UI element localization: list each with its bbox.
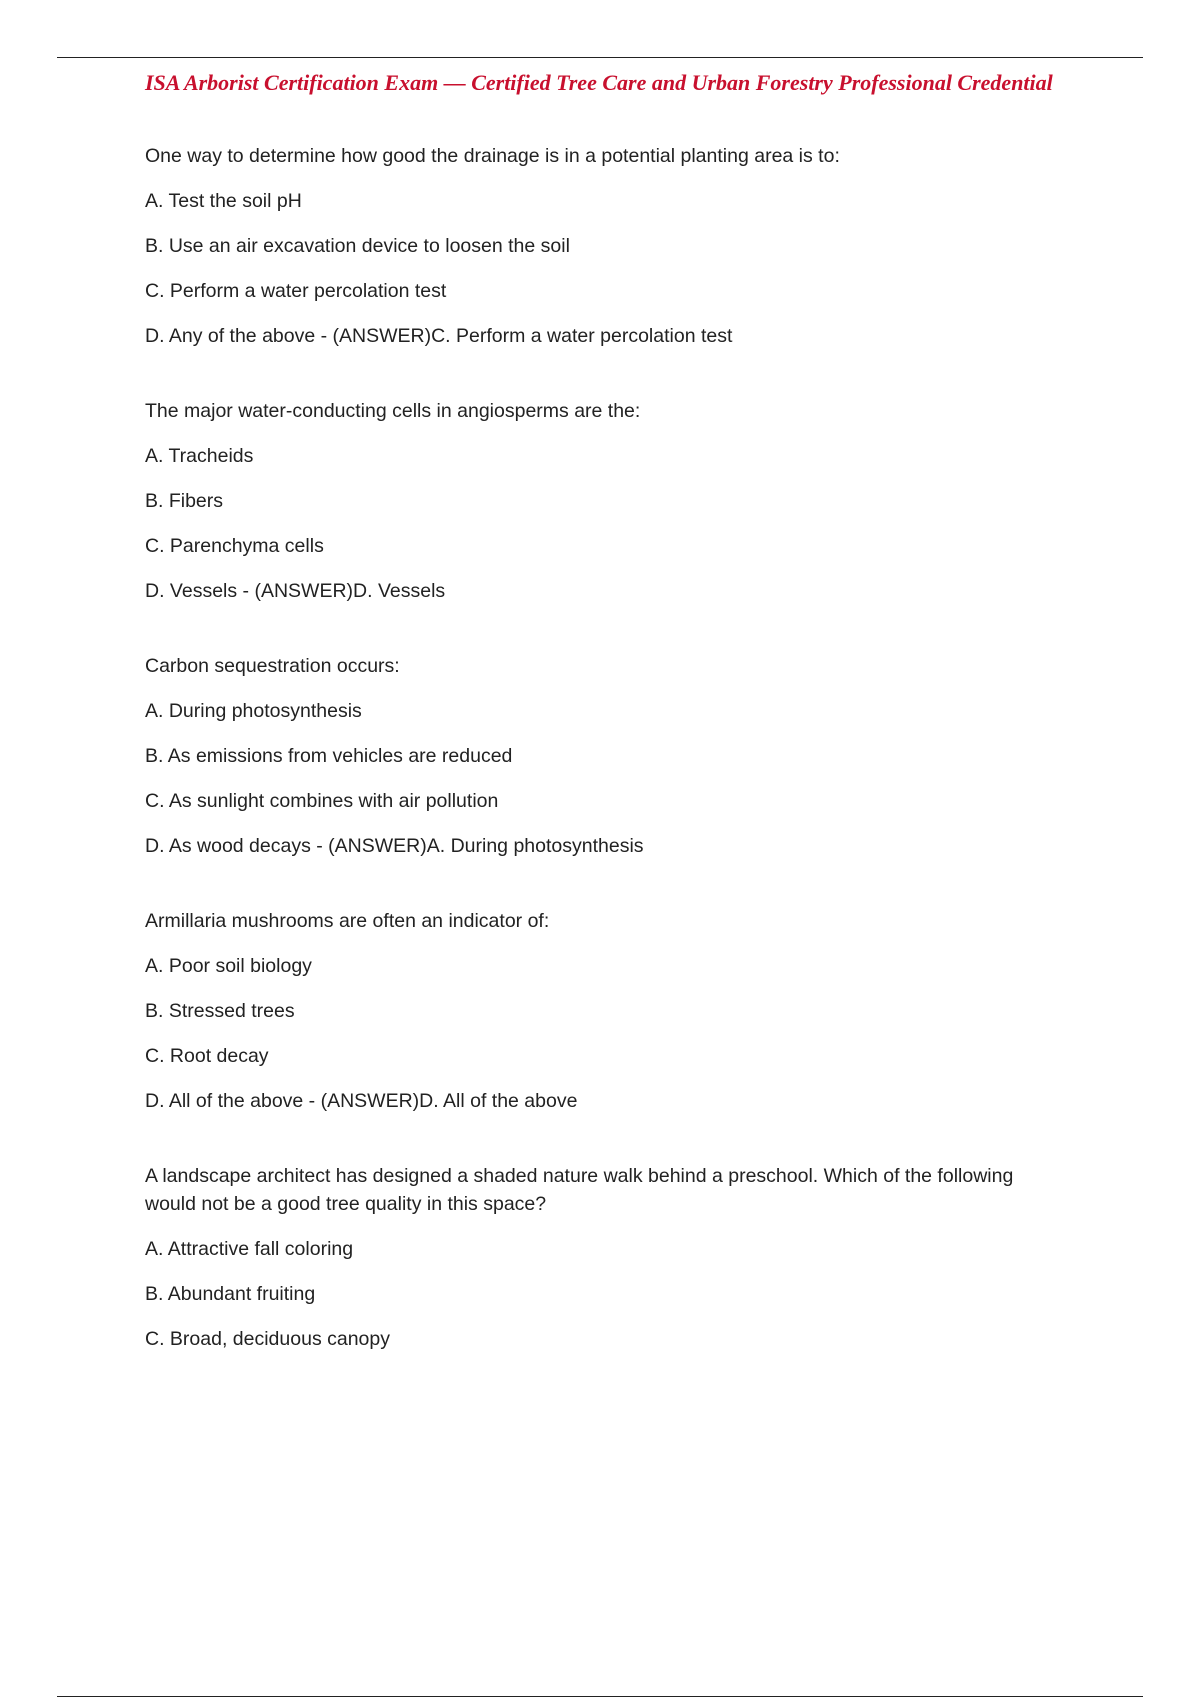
option-d-with-answer: D. Any of the above - (ANSWER)C. Perform a water percolation test — [145, 325, 733, 347]
option-c: C. Broad, deciduous canopy — [145, 1328, 390, 1350]
question-3 — [145, 652, 1065, 860]
options-list — [145, 187, 1065, 350]
page-title: ISA Arborist Certification Exam — Certified Tree Care and Urban Forestry Professional Credential — [145, 70, 1053, 95]
options-list — [145, 697, 1065, 860]
options-list — [145, 442, 1065, 605]
option-b: B. As emissions from vehicles are reduced — [145, 745, 513, 767]
option-a: A. During photosynthesis — [145, 700, 362, 722]
options-list — [145, 1235, 1065, 1353]
option-b: B. Abundant fruiting — [145, 1283, 316, 1305]
option-c: C. As sunlight combines with air pollution — [145, 790, 499, 812]
question-2 — [145, 397, 1065, 605]
option-c: C. Root decay — [145, 1045, 269, 1067]
options-list — [145, 952, 1065, 1115]
option-b: B. Stressed trees — [145, 1000, 295, 1022]
question-text: One way to determine how good the drainage is in a potential planting area is to: — [145, 145, 840, 167]
question-5 — [145, 1162, 1065, 1353]
header-rule — [57, 57, 1143, 58]
option-b: B. Use an air excavation device to loosen the soil — [145, 235, 570, 257]
option-a: A. Test the soil pH — [145, 190, 302, 212]
question-4 — [145, 907, 1065, 1115]
option-d-with-answer: D. Vessels - (ANSWER)D. Vessels — [145, 580, 446, 602]
option-b: B. Fibers — [145, 490, 224, 512]
option-c: C. Parenchyma cells — [145, 535, 324, 557]
question-list — [145, 142, 1065, 1400]
option-a: A. Poor soil biology — [145, 955, 312, 977]
option-d-with-answer: D. As wood decays - (ANSWER)A. During photosynthesis — [145, 835, 644, 857]
option-d-with-answer: D. All of the above - (ANSWER)D. All of the above — [145, 1090, 578, 1112]
option-a: A. Attractive fall coloring — [145, 1238, 354, 1260]
question-1 — [145, 142, 1065, 350]
question-text: A landscape architect has designed a shaded nature walk behind a preschool. Which of the following would not be a good tree quality in this space? — [145, 1165, 1014, 1215]
option-c: C. Perform a water percolation test — [145, 280, 447, 302]
question-text: Armillaria mushrooms are often an indicator of: — [145, 910, 550, 932]
footer-rule — [57, 1696, 1143, 1697]
option-a: A. Tracheids — [145, 445, 254, 467]
question-text: The major water-conducting cells in angiosperms are the: — [145, 400, 641, 422]
question-text: Carbon sequestration occurs: — [145, 655, 400, 677]
